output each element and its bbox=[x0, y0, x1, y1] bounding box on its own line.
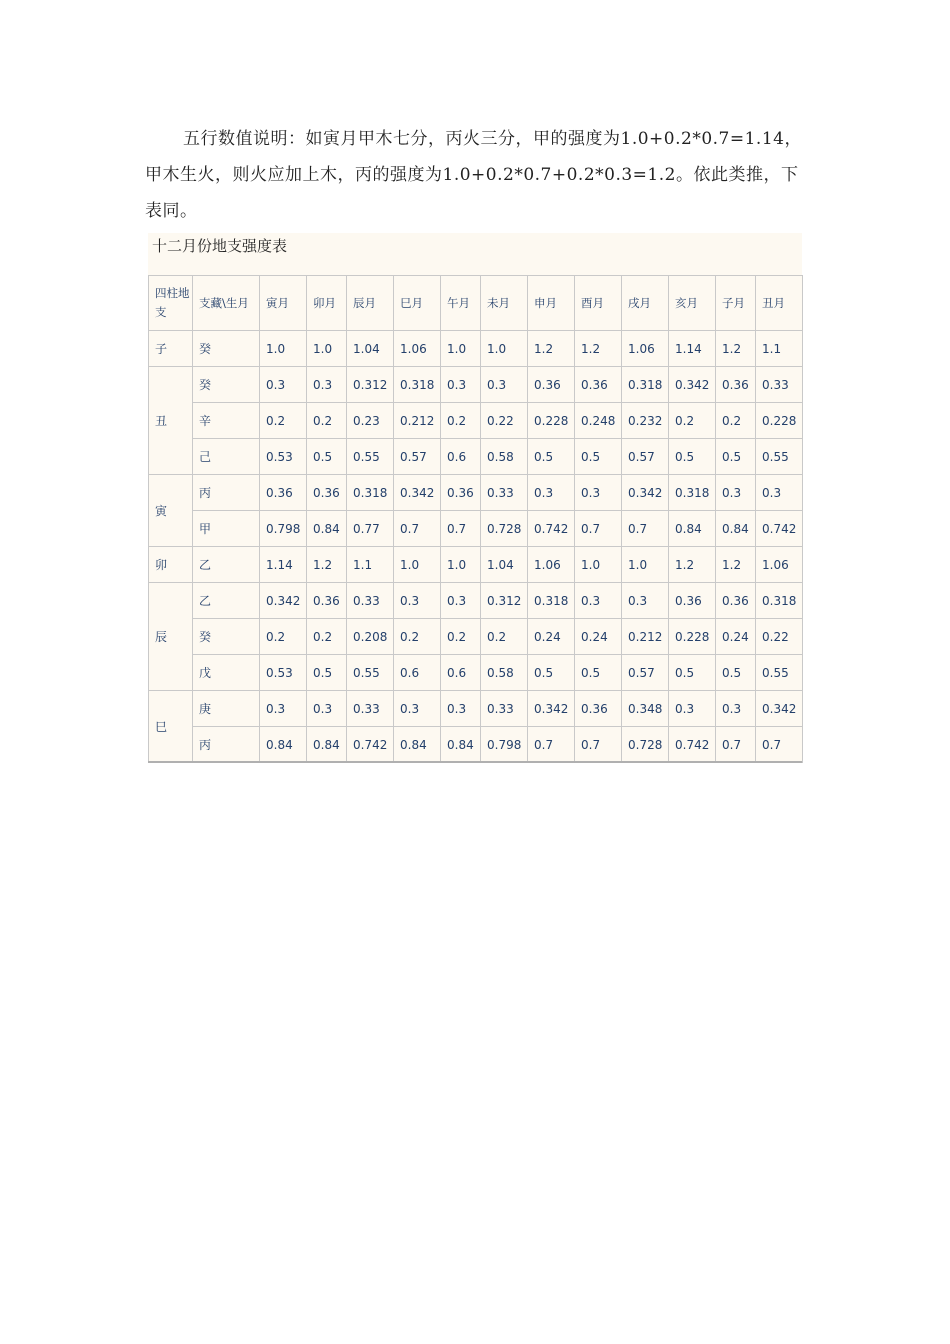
hidden-stem-cell: 癸 bbox=[193, 367, 260, 403]
strength-value-cell: 0.84 bbox=[669, 511, 716, 547]
strength-value-cell: 0.22 bbox=[756, 619, 803, 655]
strength-value-cell: 0.7 bbox=[441, 511, 481, 547]
strength-value-cell: 0.36 bbox=[307, 583, 347, 619]
strength-value-cell: 0.228 bbox=[756, 403, 803, 439]
strength-value-cell: 0.58 bbox=[481, 439, 528, 475]
strength-value-cell: 0.5 bbox=[528, 439, 575, 475]
strength-value-cell: 0.24 bbox=[528, 619, 575, 655]
strength-value-cell: 0.84 bbox=[260, 727, 307, 763]
strength-value-cell: 0.798 bbox=[260, 511, 307, 547]
strength-value-cell: 1.2 bbox=[716, 331, 756, 367]
strength-value-cell: 1.2 bbox=[575, 331, 622, 367]
strength-value-cell: 0.53 bbox=[260, 439, 307, 475]
strength-value-cell: 1.2 bbox=[716, 547, 756, 583]
strength-value-cell: 0.5 bbox=[669, 439, 716, 475]
strength-value-cell: 0.2 bbox=[441, 619, 481, 655]
strength-value-cell: 0.318 bbox=[622, 367, 669, 403]
strength-value-cell: 0.57 bbox=[394, 439, 441, 475]
table-row bbox=[149, 727, 803, 763]
strength-value-cell: 1.14 bbox=[669, 331, 716, 367]
table-row bbox=[149, 475, 803, 511]
strength-value-cell: 0.5 bbox=[307, 655, 347, 691]
strength-value-cell: 0.728 bbox=[622, 727, 669, 763]
strength-value-cell: 0.2 bbox=[394, 619, 441, 655]
header-month: 亥月 bbox=[669, 276, 716, 331]
strength-value-cell: 0.2 bbox=[307, 619, 347, 655]
strength-value-cell: 0.5 bbox=[716, 439, 756, 475]
strength-value-cell: 0.23 bbox=[347, 403, 394, 439]
hidden-stem-cell: 己 bbox=[193, 439, 260, 475]
header-month: 辰月 bbox=[347, 276, 394, 331]
strength-value-cell: 0.5 bbox=[575, 655, 622, 691]
strength-value-cell: 0.36 bbox=[307, 475, 347, 511]
earthly-branch-cell: 巳 bbox=[149, 691, 193, 763]
strength-value-cell: 0.24 bbox=[575, 619, 622, 655]
header-hidden-stem: 支藏\生月 bbox=[193, 276, 260, 331]
strength-value-cell: 0.3 bbox=[481, 367, 528, 403]
hidden-stem-cell: 癸 bbox=[193, 619, 260, 655]
strength-value-cell: 0.55 bbox=[756, 655, 803, 691]
strength-value-cell: 0.312 bbox=[481, 583, 528, 619]
strength-value-cell: 0.36 bbox=[716, 367, 756, 403]
table-row bbox=[149, 367, 803, 403]
hidden-stem-cell: 乙 bbox=[193, 583, 260, 619]
strength-value-cell: 0.22 bbox=[481, 403, 528, 439]
strength-value-cell: 0.228 bbox=[528, 403, 575, 439]
strength-value-cell: 1.04 bbox=[347, 331, 394, 367]
table-row bbox=[149, 331, 803, 367]
table-panel bbox=[148, 233, 802, 763]
strength-value-cell: 0.228 bbox=[669, 619, 716, 655]
strength-value-cell: 0.36 bbox=[716, 583, 756, 619]
strength-value-cell: 0.33 bbox=[756, 367, 803, 403]
strength-value-cell: 0.208 bbox=[347, 619, 394, 655]
earthly-branch-cell: 子 bbox=[149, 331, 193, 367]
table-header-row bbox=[149, 276, 803, 331]
strength-value-cell: 0.798 bbox=[481, 727, 528, 763]
header-month: 申月 bbox=[528, 276, 575, 331]
strength-value-cell: 1.0 bbox=[307, 331, 347, 367]
strength-value-cell: 1.0 bbox=[441, 331, 481, 367]
strength-value-cell: 0.36 bbox=[260, 475, 307, 511]
branch-strength-table bbox=[148, 275, 803, 763]
hidden-stem-cell: 戊 bbox=[193, 655, 260, 691]
strength-value-cell: 0.2 bbox=[481, 619, 528, 655]
strength-value-cell: 0.7 bbox=[716, 727, 756, 763]
strength-value-cell: 0.3 bbox=[441, 691, 481, 727]
strength-value-cell: 0.7 bbox=[394, 511, 441, 547]
strength-value-cell: 0.2 bbox=[260, 403, 307, 439]
strength-value-cell: 0.318 bbox=[528, 583, 575, 619]
header-month: 子月 bbox=[716, 276, 756, 331]
strength-value-cell: 0.57 bbox=[622, 655, 669, 691]
intro-paragraph: 五行数值说明：如寅月甲木七分，丙火三分，甲的强度为1.0+0.2*0.7=1.14，甲木生火，则火应加上木，丙的强度为1.0+0.2*0.7+0.2*0.3=1.2。依此类推，下表同。 bbox=[145, 129, 802, 221]
strength-value-cell: 1.06 bbox=[394, 331, 441, 367]
strength-value-cell: 0.5 bbox=[307, 439, 347, 475]
strength-value-cell: 0.3 bbox=[394, 583, 441, 619]
strength-value-cell: 0.212 bbox=[394, 403, 441, 439]
header-month: 卯月 bbox=[307, 276, 347, 331]
strength-value-cell: 1.06 bbox=[756, 547, 803, 583]
table-row bbox=[149, 691, 803, 727]
hidden-stem-cell: 辛 bbox=[193, 403, 260, 439]
strength-value-cell: 0.3 bbox=[575, 475, 622, 511]
strength-value-cell: 0.312 bbox=[347, 367, 394, 403]
strength-value-cell: 0.84 bbox=[307, 727, 347, 763]
table-row bbox=[149, 439, 803, 475]
strength-value-cell: 0.5 bbox=[716, 655, 756, 691]
strength-value-cell: 0.318 bbox=[394, 367, 441, 403]
hidden-stem-cell: 庚 bbox=[193, 691, 260, 727]
strength-value-cell: 0.342 bbox=[394, 475, 441, 511]
strength-value-cell: 1.2 bbox=[528, 331, 575, 367]
strength-value-cell: 1.2 bbox=[307, 547, 347, 583]
strength-value-cell: 0.212 bbox=[622, 619, 669, 655]
strength-value-cell: 0.33 bbox=[347, 583, 394, 619]
header-month: 寅月 bbox=[260, 276, 307, 331]
strength-value-cell: 0.248 bbox=[575, 403, 622, 439]
strength-value-cell: 0.348 bbox=[622, 691, 669, 727]
table-row bbox=[149, 619, 803, 655]
strength-value-cell: 0.55 bbox=[756, 439, 803, 475]
table-bottom-border bbox=[148, 761, 802, 763]
strength-value-cell: 0.6 bbox=[394, 655, 441, 691]
strength-value-cell: 0.55 bbox=[347, 439, 394, 475]
strength-value-cell: 0.3 bbox=[756, 475, 803, 511]
earthly-branch-cell: 寅 bbox=[149, 475, 193, 547]
strength-value-cell: 0.3 bbox=[622, 583, 669, 619]
strength-value-cell: 1.06 bbox=[528, 547, 575, 583]
strength-value-cell: 0.2 bbox=[669, 403, 716, 439]
strength-value-cell: 0.84 bbox=[441, 727, 481, 763]
header-month: 未月 bbox=[481, 276, 528, 331]
hidden-stem-cell: 乙 bbox=[193, 547, 260, 583]
table-row bbox=[149, 655, 803, 691]
strength-value-cell: 0.3 bbox=[716, 475, 756, 511]
header-month: 丑月 bbox=[756, 276, 803, 331]
strength-value-cell: 0.742 bbox=[347, 727, 394, 763]
strength-value-cell: 0.3 bbox=[716, 691, 756, 727]
strength-value-cell: 0.742 bbox=[756, 511, 803, 547]
strength-value-cell: 1.0 bbox=[481, 331, 528, 367]
strength-value-cell: 0.342 bbox=[528, 691, 575, 727]
table-row bbox=[149, 511, 803, 547]
strength-value-cell: 0.53 bbox=[260, 655, 307, 691]
strength-value-cell: 0.5 bbox=[575, 439, 622, 475]
header-month: 午月 bbox=[441, 276, 481, 331]
strength-value-cell: 0.342 bbox=[669, 367, 716, 403]
hidden-stem-cell: 丙 bbox=[193, 475, 260, 511]
strength-value-cell: 0.84 bbox=[394, 727, 441, 763]
header-month: 戌月 bbox=[622, 276, 669, 331]
strength-value-cell: 0.3 bbox=[394, 691, 441, 727]
strength-value-cell: 0.3 bbox=[575, 583, 622, 619]
strength-value-cell: 0.36 bbox=[575, 691, 622, 727]
strength-value-cell: 0.2 bbox=[260, 619, 307, 655]
strength-value-cell: 0.5 bbox=[528, 655, 575, 691]
strength-value-cell: 1.0 bbox=[622, 547, 669, 583]
strength-value-cell: 1.0 bbox=[441, 547, 481, 583]
strength-value-cell: 0.728 bbox=[481, 511, 528, 547]
strength-value-cell: 0.7 bbox=[756, 727, 803, 763]
strength-value-cell: 1.0 bbox=[394, 547, 441, 583]
strength-value-cell: 0.232 bbox=[622, 403, 669, 439]
strength-value-cell: 0.742 bbox=[669, 727, 716, 763]
strength-value-cell: 0.3 bbox=[441, 583, 481, 619]
strength-value-cell: 1.0 bbox=[575, 547, 622, 583]
header-pillar-branch: 四柱地支 bbox=[149, 276, 193, 331]
strength-value-cell: 0.3 bbox=[260, 367, 307, 403]
strength-value-cell: 0.2 bbox=[716, 403, 756, 439]
strength-value-cell: 0.33 bbox=[347, 691, 394, 727]
strength-value-cell: 0.5 bbox=[669, 655, 716, 691]
strength-value-cell: 0.3 bbox=[307, 367, 347, 403]
strength-value-cell: 0.742 bbox=[528, 511, 575, 547]
strength-value-cell: 0.55 bbox=[347, 655, 394, 691]
strength-value-cell: 0.84 bbox=[716, 511, 756, 547]
strength-value-cell: 0.77 bbox=[347, 511, 394, 547]
header-month: 巳月 bbox=[394, 276, 441, 331]
table-row bbox=[149, 583, 803, 619]
strength-value-cell: 0.36 bbox=[441, 475, 481, 511]
strength-value-cell: 1.1 bbox=[756, 331, 803, 367]
strength-value-cell: 1.06 bbox=[622, 331, 669, 367]
strength-value-cell: 0.24 bbox=[716, 619, 756, 655]
earthly-branch-cell: 卯 bbox=[149, 547, 193, 583]
strength-value-cell: 0.6 bbox=[441, 655, 481, 691]
strength-value-cell: 0.6 bbox=[441, 439, 481, 475]
strength-value-cell: 1.2 bbox=[669, 547, 716, 583]
strength-value-cell: 0.3 bbox=[307, 691, 347, 727]
strength-value-cell: 0.84 bbox=[307, 511, 347, 547]
table-row bbox=[149, 403, 803, 439]
table-body bbox=[149, 331, 803, 763]
strength-value-cell: 0.3 bbox=[669, 691, 716, 727]
earthly-branch-cell: 丑 bbox=[149, 367, 193, 475]
earthly-branch-cell: 辰 bbox=[149, 583, 193, 691]
hidden-stem-cell: 癸 bbox=[193, 331, 260, 367]
strength-value-cell: 0.3 bbox=[260, 691, 307, 727]
hidden-stem-cell: 甲 bbox=[193, 511, 260, 547]
hidden-stem-cell: 丙 bbox=[193, 727, 260, 763]
strength-value-cell: 0.58 bbox=[481, 655, 528, 691]
strength-value-cell: 1.04 bbox=[481, 547, 528, 583]
strength-value-cell: 0.318 bbox=[669, 475, 716, 511]
strength-value-cell: 0.36 bbox=[575, 367, 622, 403]
strength-value-cell: 1.14 bbox=[260, 547, 307, 583]
strength-value-cell: 1.0 bbox=[260, 331, 307, 367]
strength-value-cell: 0.342 bbox=[622, 475, 669, 511]
header-month: 酉月 bbox=[575, 276, 622, 331]
table-row bbox=[149, 547, 803, 583]
strength-value-cell: 0.33 bbox=[481, 691, 528, 727]
strength-value-cell: 0.33 bbox=[481, 475, 528, 511]
strength-value-cell: 0.2 bbox=[307, 403, 347, 439]
strength-value-cell: 0.3 bbox=[528, 475, 575, 511]
strength-value-cell: 0.7 bbox=[575, 511, 622, 547]
strength-value-cell: 0.318 bbox=[347, 475, 394, 511]
strength-value-cell: 0.7 bbox=[575, 727, 622, 763]
strength-value-cell: 0.342 bbox=[756, 691, 803, 727]
table-title: 十二月份地支强度表 bbox=[152, 237, 288, 255]
strength-value-cell: 0.3 bbox=[441, 367, 481, 403]
strength-value-cell: 0.7 bbox=[528, 727, 575, 763]
strength-value-cell: 0.342 bbox=[260, 583, 307, 619]
strength-value-cell: 0.2 bbox=[441, 403, 481, 439]
strength-value-cell: 0.7 bbox=[622, 511, 669, 547]
strength-value-cell: 0.318 bbox=[756, 583, 803, 619]
strength-value-cell: 0.36 bbox=[528, 367, 575, 403]
strength-value-cell: 1.1 bbox=[347, 547, 394, 583]
strength-value-cell: 0.57 bbox=[622, 439, 669, 475]
strength-value-cell: 0.36 bbox=[669, 583, 716, 619]
